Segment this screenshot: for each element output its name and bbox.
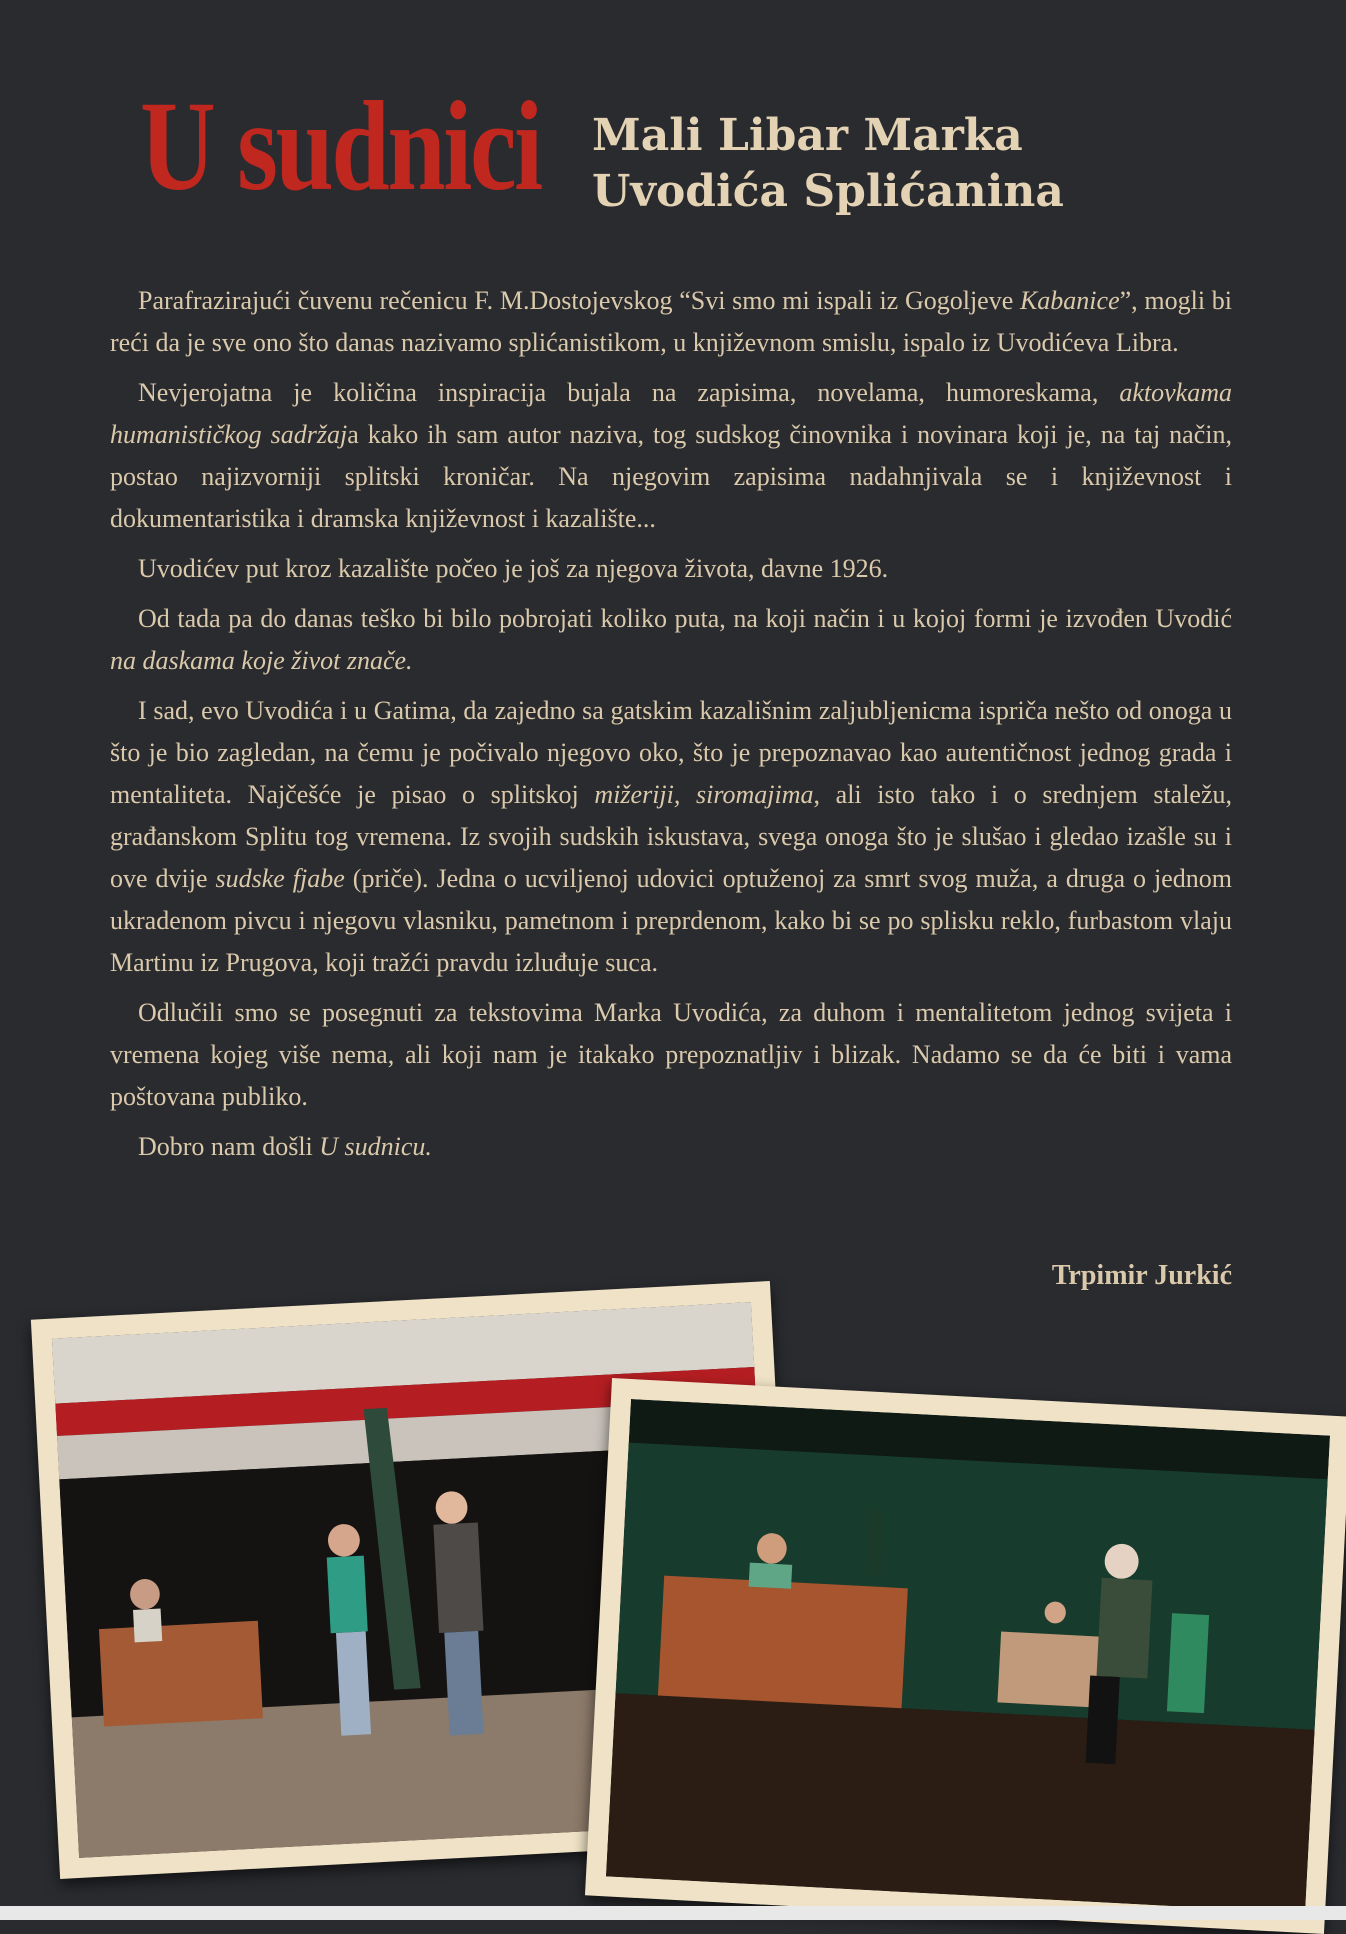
text-span: a kako ih sam autor naziva, tog sudskog činovnika i novinara koji je, na taj način, postao najizvorniji splitski kroničar. Na njegovim zapisima nadahnjivala se i književnost i dokumentaristika i dramska književnost i kazalište...: [110, 420, 1232, 533]
emphasis: U sudnicu.: [319, 1132, 432, 1161]
text-span: ”, mogli bi reći da je sve ono što danas nazivamo splićanistikom, u književnom smislu, ispalo iz Uvodićeva Libra.: [110, 286, 1233, 357]
stage-scene-right: [606, 1399, 1330, 1913]
paragraph-4: [110, 598, 1232, 682]
text-span: Dobro nam došli: [138, 1132, 320, 1161]
page-bottom-edge: [0, 1906, 1346, 1920]
emphasis: sudske fjabe: [215, 864, 345, 893]
emphasis: na daskama koje život znače.: [110, 646, 413, 675]
paragraph-5: [110, 690, 1232, 984]
subtitle-line-2: Uvodića Splićanina: [592, 166, 1064, 217]
stage-photo-right: [585, 1378, 1346, 1934]
text-span: , ali isto tako i o srednjem staležu, građanskom Splitu tog vremena. Iz svojih sudskih iskustava, svega onoga što je slušao i gledao izašle su i ove dvije: [110, 780, 1232, 893]
article-body: [110, 280, 1232, 1176]
page-title: U sudnici: [140, 75, 541, 217]
text-span: Od tada pa do danas teško bi bilo pobrojati koliko puta, na koji način i u kojoj formi je izvođen Uvodić: [138, 604, 1232, 633]
paragraph-2: [110, 372, 1232, 540]
author-signature: Trpimir Jurkić: [1051, 1260, 1232, 1291]
paragraph-1: [110, 280, 1232, 364]
page-subtitle: [592, 108, 1064, 220]
text-span: Parafrazirajući čuvenu rečenicu F. M.Dostojevskog “Svi smo mi ispali iz Gogoljeve: [138, 286, 1020, 315]
text-span: Nevjerojatna je količina inspiracija bujala na zapisima, novelama, humoreskama,: [138, 378, 1120, 407]
text-span: (priče). Jedna o ucviljenoj udovici optuženoj za smrt svog muža, a druga o jednom ukradenom pivcu i njegovu vlasniku, pametnom i preprdenom, kako bi se po splisku reklo, furbastom vlaju Martinu iz Prugova, koji tražći pravdu izluđuje suca.: [110, 864, 1232, 977]
subtitle-line-1: Mali Libar Marka: [592, 110, 1023, 161]
emphasis: Kabanice: [1019, 286, 1120, 315]
paragraph-7: [110, 1126, 1232, 1168]
text-span: I sad, evo Uvodića i u Gatima, da zajedno sa gatskim kazališnim zaljubljenicma ispriča nešto od onoga u što je bio zagledan, na čemu je počivalo njegovo oko, što je prepoznavao kao autentičnost jednog grada i mentaliteta. Najčešće je pisao o splitskoj: [110, 696, 1232, 809]
emphasis: aktovkama humanističkog sadržaj: [110, 378, 1232, 449]
paragraph-6: Odlučili smo se posegnuti za tekstovima Marka Uvodića, za duhom i mentalitetom jednog svijeta i vremena kojeg više nema, ali koji nam je itakako prepoznatljiv i blizak. Nadamo se da će biti i vama poštovana publiko.: [110, 998, 1232, 1111]
paragraph-3: Uvodićev put kroz kazalište počeo je još za njegova života, davne 1926.: [138, 554, 889, 583]
emphasis: mižeriji, siromajima: [594, 780, 814, 809]
